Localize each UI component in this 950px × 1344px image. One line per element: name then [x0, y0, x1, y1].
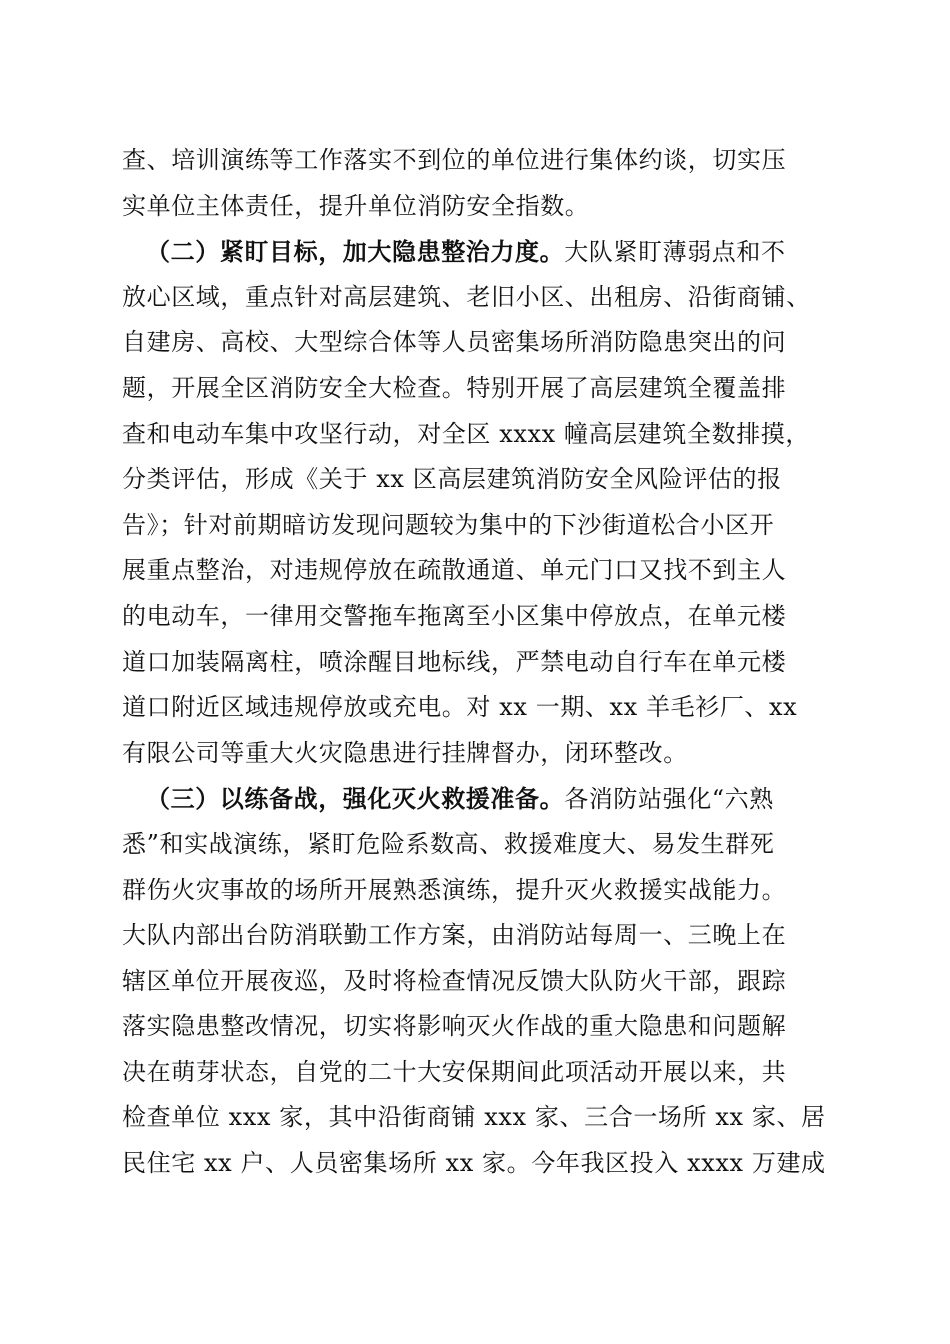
text-line: 题，开展全区消防安全大检查。特别开展了高层建筑全覆盖排	[122, 373, 787, 402]
text-line: 落实隐患整改情况，切实将影响灭火作战的重大隐患和问题解	[122, 1012, 787, 1041]
text-line: 群伤火灾事故的场所开展熟悉演练，提升灭火救援实战能力。	[122, 875, 787, 904]
text-line: 道口附近区域违规停放或充电。对 xx 一期、xx 羊毛衫厂、xx	[122, 693, 798, 722]
text-line: 道口加装隔离柱，喷涂醒目地标线，严禁电动自行车在单元楼	[122, 647, 787, 676]
document-body	[122, 138, 834, 1187]
paragraph-first-line	[122, 776, 834, 822]
text-line: 检查单位 xxx 家，其中沿街商铺 xxx 家、三合一场所 xx 家、居	[122, 1103, 826, 1132]
text-run: 各消防站强化“六熟	[564, 785, 774, 814]
text-line: 大队内部出台防消联勤工作方案，由消防站每周一、三晚上在	[122, 921, 787, 950]
text-line: 展重点整治，对违规停放在疏散通道、单元门口又找不到主人	[122, 556, 787, 585]
text-line: 查、培训演练等工作落实不到位的单位进行集体约谈，切实压	[122, 146, 787, 174]
text-line: 有限公司等重大火灾隐患进行挂牌督办，闭环整改。	[122, 738, 688, 767]
text-line: 查和电动车集中攻坚行动，对全区 xxxx 幢高层建筑全数排摸，	[122, 419, 810, 448]
text-line: 的电动车，一律用交警拖车拖离至小区集中停放点，在单元楼	[122, 601, 787, 630]
paragraph-1	[122, 138, 834, 229]
section-heading: （三）以练备战，强化灭火救援准备。	[146, 784, 565, 814]
text-line: 告》；针对前期暗访发现问题较为集中的下沙街道松合小区开	[122, 510, 775, 539]
text-run: 大队紧盯薄弱点和不	[564, 238, 786, 267]
paragraph-2	[122, 229, 834, 776]
text-line: 辖区单位开展夜巡，及时将检查情况反馈大队防火干部，跟踪	[122, 966, 787, 995]
section-heading: （二）紧盯目标，加大隐患整治力度。	[146, 237, 565, 267]
text-line: 实单位主体责任，提升单位消防安全指数。	[122, 191, 590, 220]
text-line: 民住宅 xx 户、人员密集场所 xx 家。今年我区投入 xxxx 万建成	[122, 1149, 826, 1178]
paragraph-first-line	[122, 229, 834, 275]
text-line: 分类评估，形成《关于 xx 区高层建筑消防安全风险评估的报	[122, 465, 782, 494]
text-line: 决在萌芽状态，自党的二十大安保期间此项活动开展以来，共	[122, 1057, 787, 1086]
text-line: 悉”和实战演练，紧盯危险系数高、救援难度大、易发生群死	[122, 829, 775, 858]
text-line: 放心区域，重点针对高层建筑、老旧小区、出租房、沿街商铺、	[122, 282, 811, 311]
paragraph-3	[122, 776, 834, 1186]
text-line: 自建房、高校、大型综合体等人员密集场所消防隐患突出的问	[122, 328, 787, 357]
